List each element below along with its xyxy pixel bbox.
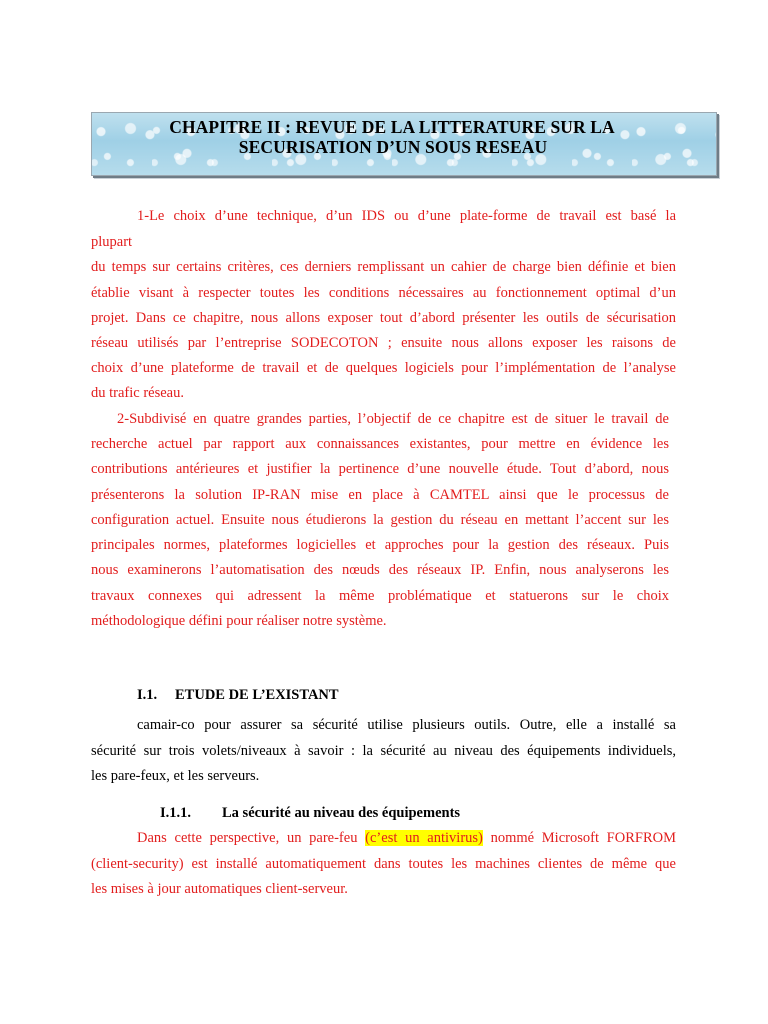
intro-p1-line: 1-Le choix d’une technique, d’un IDS ou d’une plate-forme de travail est basé la xyxy=(137,208,676,224)
subsection-body-line: les mises à jour automatiques client-serveur. xyxy=(91,881,348,897)
intro-p2-line: configuration actuel. Ensuite nous étudierons la gestion du réseau en mettant l’accent sur les xyxy=(91,512,669,528)
body-text: Dans cette perspective, un pare-feu xyxy=(137,830,366,846)
intro-p2-line: travaux connexes qui adressent la même problématique et statuerons sur le choix xyxy=(91,588,669,604)
section-body-line: sécurité sur trois volets/niveaux à savoir : la sécurité au niveau des équipements individuels, xyxy=(91,743,676,759)
section-body-line: les pare-feux, et les serveurs. xyxy=(91,768,260,784)
intro-p1-line: du trafic réseau. xyxy=(91,385,184,401)
intro-p2-line: 2-Subdivisé en quatre grandes parties, l’objectif de ce chapitre est de situer le travail de xyxy=(117,411,669,427)
subsection-body-line: (client-security) est installé automatiquement dans toutes les machines clientes de même que xyxy=(91,856,676,872)
section-title: ETUDE DE L’EXISTANT xyxy=(175,687,339,703)
chapter-title-line-2: SECURISATION D’UN SOUS RESEAU xyxy=(238,137,548,157)
section-number: I.1. xyxy=(137,687,158,703)
intro-p2-line: méthodologique défini pour réaliser notre système. xyxy=(91,613,387,629)
subsection-number: I.1.1. xyxy=(160,805,192,821)
intro-p2-line: présenterons la solution IP-RAN mise en place à CAMTEL ainsi que le processus de xyxy=(91,487,669,503)
intro-p2-line: nous examinerons l’automatisation des nœuds des réseaux IP. Enfin, nous analyserons les xyxy=(91,562,669,578)
subsection-body-line xyxy=(137,829,676,847)
section-body-line: camair-co pour assurer sa sécurité utilise plusieurs outils. Outre, elle a installé sa xyxy=(137,717,676,733)
highlighted-text: (c’est un antivirus) xyxy=(365,830,483,846)
intro-p1-line: choix d’une plateforme de travail et de quelques logiciels pour l’implémentation de l’analyse xyxy=(91,360,676,376)
intro-p1-line: projet. Dans ce chapitre, nous allons exposer tout d’abord présenter les outils de sécurisation xyxy=(91,310,676,326)
intro-p2-line: recherche actuel par rapport aux connaissances existantes, pour mettre en évidence les xyxy=(91,436,669,452)
intro-p2-line: principales normes, plateformes logicielles et approches pour la gestion des réseaux. Puis xyxy=(91,537,669,553)
intro-p1-line: réseau utilisés par l’entreprise SODECOTON ; ensuite nous allons exposer les raisons de xyxy=(91,335,676,351)
intro-p1-line: établie visant à respecter toutes les conditions nécessaires au fonctionnement optimal d’un xyxy=(91,285,676,301)
intro-p1-line: du temps sur certains critères, ces derniers remplissant un cahier de charge bien définie et bien xyxy=(91,259,676,275)
body-text: nommé Microsoft FORFROM xyxy=(482,830,676,846)
intro-p1-line: plupart xyxy=(91,234,133,250)
chapter-title-banner xyxy=(91,112,717,176)
subsection-title: La sécurité au niveau des équipements xyxy=(222,805,461,821)
chapter-title-line-1: CHAPITRE II : REVUE DE LA LITTERATURE SUR LA xyxy=(169,117,615,137)
intro-p2-line: contributions antérieures et justifier la pertinence d’une nouvelle étude. Tout d’abord, nous xyxy=(91,461,669,477)
